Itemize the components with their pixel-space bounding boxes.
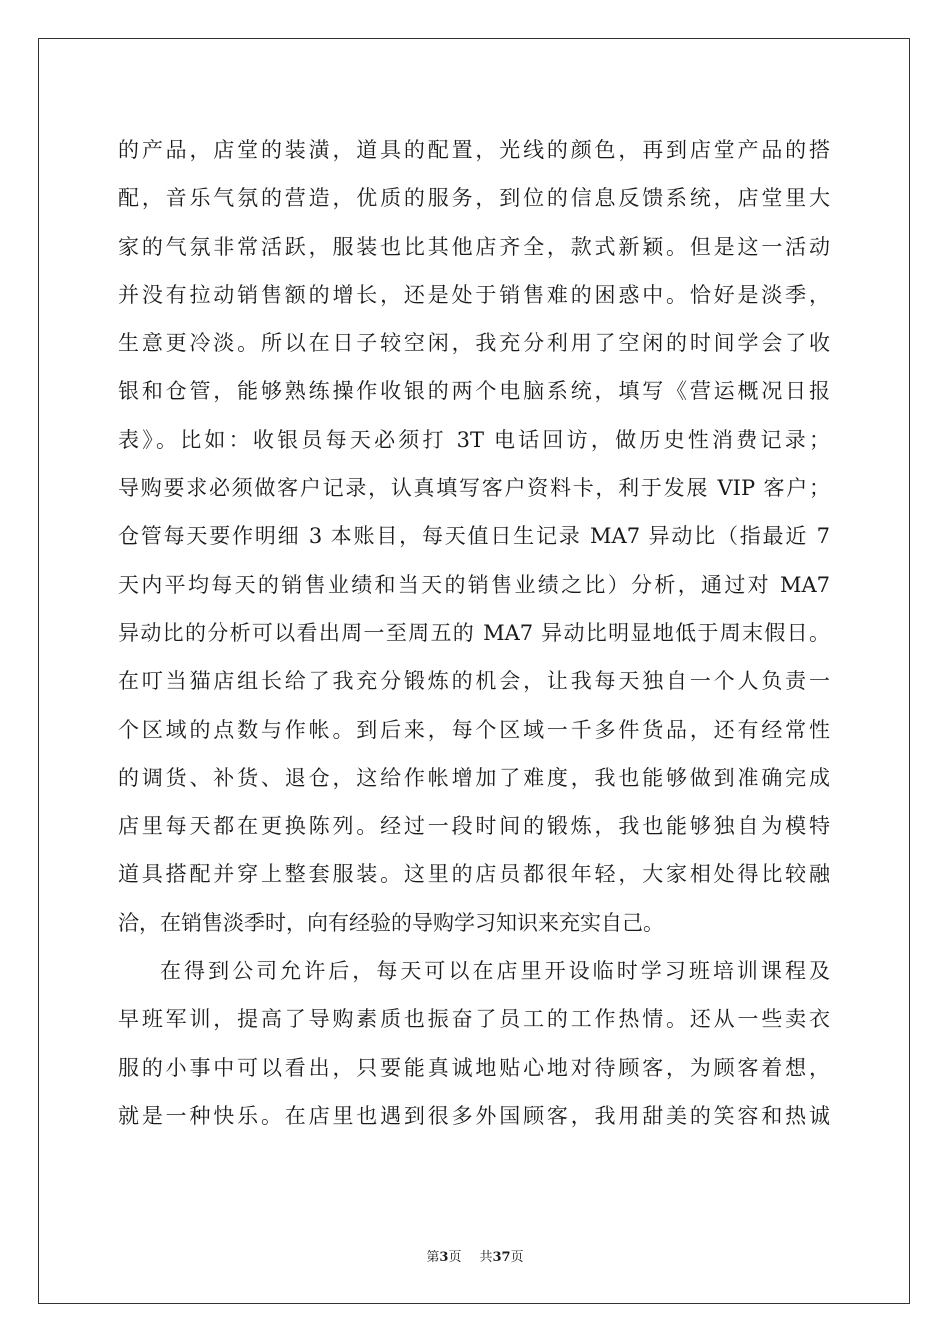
text-line: 仓管每天要作明细 3 本账目，每天值日生记录 MA7 异动比（指最近 7	[118, 524, 830, 549]
page-prefix: 第	[426, 1250, 440, 1265]
text-line: 店里每天都在更换陈列。经过一段时间的锻炼，我也能够独自为模特	[118, 814, 830, 839]
text-line: 的产品，店堂的装潢，道具的配置，光线的颜色，再到店堂产品的搭	[118, 138, 830, 162]
paragraph-first-line: 在得到公司允许后，每天可以在店里开设临时学习班培训课程及	[160, 959, 830, 984]
text-line: 就是一种快乐。在店里也遇到很多外国顾客，我用甜美的笑容和热诚	[118, 1103, 830, 1128]
page-number: 3	[439, 1250, 449, 1265]
total-pages: 37	[492, 1250, 511, 1265]
text-line: 道具搭配并穿上整套服装。这里的店员都很年轻，大家相处得比较融	[118, 862, 830, 887]
page-suffix: 页	[448, 1250, 462, 1265]
text-line: 导购要求必须做客户记录，认真填写客户资料卡，利于发展 VIP 客户；	[118, 476, 830, 501]
text-line: 服的小事中可以看出，只要能真诚地贴心地对待顾客，为顾客着想，	[118, 1055, 830, 1080]
text-line: 洽，在销售淡季时，向有经验的导购学习知识来充实自己。	[118, 910, 664, 935]
total-prefix: 共	[479, 1250, 493, 1265]
text-line: 异动比的分析可以看出周一至周五的 MA7 异动比明显地低于周末假日。	[118, 620, 830, 645]
text-line: 在叮当猫店组长给了我充分锻炼的机会，让我每天独自一个人负责一	[118, 669, 830, 694]
text-line: 早班军训，提高了导购素质也振奋了员工的工作热情。还从一些卖衣	[118, 1007, 830, 1032]
text-line: 银和仓管，能够熟练操作收银的两个电脑系统，填写《营运概况日报	[118, 379, 830, 404]
text-line: 的调货、补货、退仓，这给作帐增加了难度，我也能够做到准确完成	[118, 765, 830, 790]
text-line: 生意更冷淡。所以在日子较空闲，我充分利用了空闲的时间学会了收	[118, 331, 830, 356]
text-line: 配，音乐气氛的营造，优质的服务，到位的信息反馈系统，店堂里大	[118, 186, 830, 211]
text-line: 表》。比如：收银员每天必须打 3T 电话回访，做历史性消费记录；	[118, 427, 830, 452]
total-suffix: 页	[510, 1250, 524, 1265]
text-line: 个区域的点数与作帐。到后来，每个区域一千多件货品，还有经常性	[118, 717, 830, 742]
text-line: 并没有拉动销售额的增长，还是处于销售难的困惑中。恰好是淡季，	[118, 282, 830, 307]
text-line: 家的气氛非常活跃，服装也比其他店齐全，款式新颖。但是这一活动	[118, 234, 830, 259]
page-footer	[0, 1246, 950, 1265]
text-line: 天内平均每天的销售业绩和当天的销售业绩之比）分析，通过对 MA7	[118, 572, 830, 597]
document-body	[118, 126, 830, 1140]
